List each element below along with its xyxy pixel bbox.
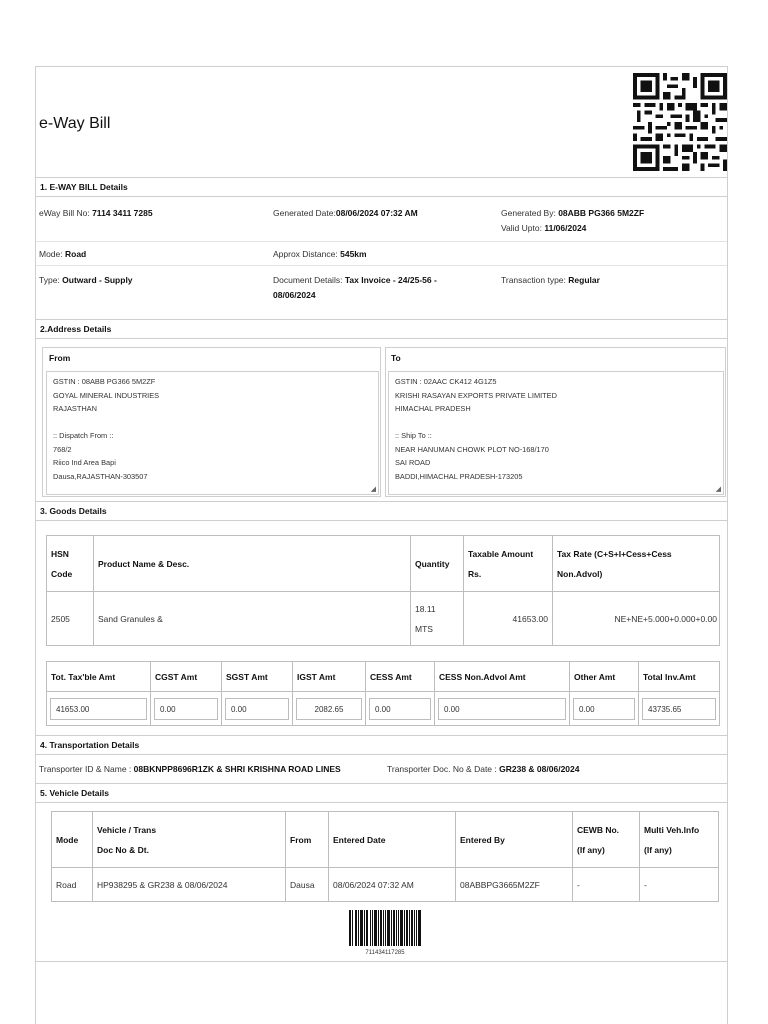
hsn-header: HSN Code	[47, 536, 94, 592]
barcode-icon	[349, 910, 421, 956]
table-row	[47, 592, 720, 646]
resize-handle-icon[interactable]: ◢	[370, 486, 376, 493]
section-goods-heading: 3. Goods Details	[36, 501, 727, 521]
cess-header: CESS Amt	[366, 662, 435, 692]
entered-by-cell: 08ABBPG3665M2ZF	[456, 868, 573, 902]
entered-by-header: Entered By	[456, 812, 573, 868]
vehicle-cell: HP938295 & GR238 & 08/06/2024	[93, 868, 286, 902]
transporter-doc: Transporter Doc. No & Date : GR238 & 08/06/2024	[387, 764, 580, 774]
vehicle-table	[51, 811, 719, 902]
total-taxable-cell	[47, 692, 151, 726]
section-address-heading: 2.Address Details	[36, 319, 727, 339]
multi-vehicle-cell: -	[640, 868, 719, 902]
barcode-number: 711434117285	[365, 950, 405, 956]
sgst-field: 0.00	[225, 698, 289, 720]
mode-cell: Road	[52, 868, 93, 902]
mode: Mode: Road	[39, 249, 87, 259]
page-title: e-Way Bill	[39, 115, 111, 132]
divider	[36, 265, 727, 266]
cess-non-advol-cell	[435, 692, 570, 726]
product-header: Product Name & Desc.	[94, 536, 411, 592]
tax-rate-header: Tax Rate (C+S+I+Cess+Cess Non.Advol)	[553, 536, 720, 592]
igst-header: IGST Amt	[293, 662, 366, 692]
cgst-header: CGST Amt	[151, 662, 222, 692]
cgst-cell	[151, 692, 222, 726]
igst-cell	[293, 692, 366, 726]
divider	[36, 241, 727, 242]
to-label: To	[391, 353, 401, 363]
section-transport-heading: 4. Transportation Details	[36, 735, 727, 755]
total-invoice-cell	[639, 692, 720, 726]
to-address-textarea[interactable]: GSTIN : 02AAC CK412 4G1Z5 KRISHI RASAYAN EXPORTS PRIVATE LIMITED HIMACHAL PRADESH :: Ship To :: NEAR HANUMAN CHOWK PLOT NO-168/170 SAI ROAD BADDI,HIMACHAL PRADESH-173205 ◢	[388, 371, 724, 495]
from-cell: Dausa	[286, 868, 329, 902]
qr-code-icon	[633, 73, 727, 171]
valid-upto: Valid Upto: 11/06/2024	[501, 223, 587, 233]
cewb-header: CEWB No. (If any)	[573, 812, 640, 868]
divider	[36, 961, 727, 962]
transaction-type: Transaction type: Regular	[501, 275, 600, 285]
table-header-row	[52, 812, 719, 868]
other-amount-cell	[570, 692, 639, 726]
cess-field: 0.00	[369, 698, 431, 720]
goods-table	[46, 535, 720, 646]
entered-date-cell: 08/06/2024 07:32 AM	[329, 868, 456, 902]
total-taxable-field: 41653.00	[50, 698, 147, 720]
cewb-cell: -	[573, 868, 640, 902]
type: Type: Outward - Supply	[39, 275, 133, 285]
section-vehicle-heading: 5. Vehicle Details	[36, 783, 727, 803]
section-eway-details-heading: 1. E-WAY BILL Details	[36, 177, 727, 197]
transporter-id: Transporter ID & Name : 08BKNPP8696R1ZK & SHRI KRISHNA ROAD LINES	[39, 764, 341, 774]
sgst-header: SGST Amt	[222, 662, 293, 692]
entered-date-header: Entered Date	[329, 812, 456, 868]
hsn-cell: 2505	[47, 592, 94, 646]
table-row	[47, 692, 720, 726]
cess-cell	[366, 692, 435, 726]
taxable-amount-header: Taxable Amount Rs.	[464, 536, 553, 592]
resize-handle-icon[interactable]: ◢	[715, 486, 721, 493]
from-label: From	[49, 353, 71, 363]
other-amount-header: Other Amt	[570, 662, 639, 692]
other-amount-field: 0.00	[573, 698, 635, 720]
quantity-cell: 18.11 MTS	[411, 592, 464, 646]
tax-rate-cell: NE+NE+5.000+0.000+0.00	[553, 592, 720, 646]
document-details-date: 08/06/2024	[273, 290, 316, 300]
cess-non-advol-field: 0.00	[438, 698, 566, 720]
quantity-header: Quantity	[411, 536, 464, 592]
table-row	[52, 868, 719, 902]
total-invoice-field: 43735.65	[642, 698, 716, 720]
from-header: From	[286, 812, 329, 868]
total-taxable-header: Tot. Tax'ble Amt	[47, 662, 151, 692]
mode-header: Mode	[52, 812, 93, 868]
document-details: Document Details: Tax Invoice - 24/25-56 -	[273, 275, 437, 285]
vehicle-header: Vehicle / Trans Doc No & Dt.	[93, 812, 286, 868]
taxable-amount-cell: 41653.00	[464, 592, 553, 646]
approx-distance: Approx Distance: 545km	[273, 249, 367, 259]
total-invoice-header: Total Inv.Amt	[639, 662, 720, 692]
product-cell: Sand Granules &	[94, 592, 411, 646]
eway-bill-no: eWay Bill No: 7114 3411 7285	[39, 208, 153, 218]
eway-bill-document	[35, 66, 728, 1024]
from-address-textarea[interactable]: GSTIN : 08ABB PG366 5M2ZF GOYAL MINERAL INDUSTRIES RAJASTHAN :: Dispatch From :: 768/2 Riico Ind Area Bapi Dausa,RAJASTHAN-303507 ◢	[46, 371, 379, 495]
multi-vehicle-header: Multi Veh.Info (If any)	[640, 812, 719, 868]
cess-non-advol-header: CESS Non.Advol Amt	[435, 662, 570, 692]
generated-date: Generated Date:08/06/2024 07:32 AM	[273, 208, 418, 218]
sgst-cell	[222, 692, 293, 726]
igst-field: 2082.65	[296, 698, 362, 720]
cgst-field: 0.00	[154, 698, 218, 720]
generated-by: Generated By: 08ABB PG366 5M2ZF	[501, 208, 645, 218]
totals-table	[46, 661, 720, 726]
table-header-row	[47, 662, 720, 692]
table-header-row	[47, 536, 720, 592]
